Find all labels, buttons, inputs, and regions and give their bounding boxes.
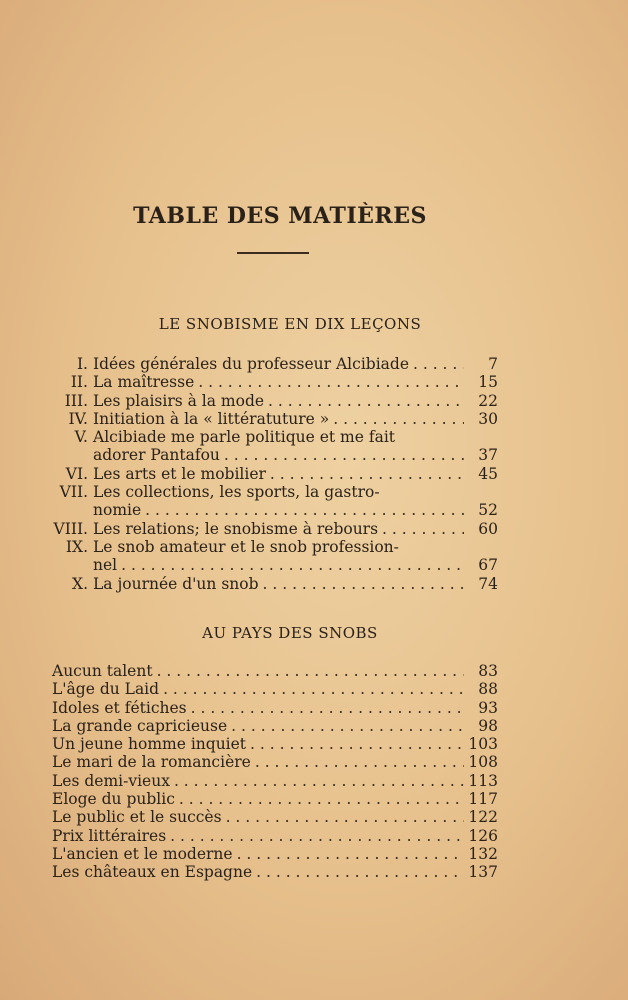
dot-leader xyxy=(250,735,464,753)
entry-text: Idées générales du professeur Alcibiade xyxy=(93,355,409,373)
toc-section-2 xyxy=(52,662,498,882)
dot-leader xyxy=(224,446,464,464)
entry-page: 117 xyxy=(468,790,498,809)
toc-section-1 xyxy=(48,355,498,593)
entry-page: 103 xyxy=(468,735,498,754)
entry-text: Prix littéraires xyxy=(52,826,167,845)
entry-number: X. xyxy=(72,574,88,593)
toc-entry xyxy=(48,575,498,593)
entry-text: Alcibiade me parle politique et me fait xyxy=(93,428,396,447)
dot-leader xyxy=(263,575,464,593)
entry-number: IX. xyxy=(65,537,88,556)
entry-text: L'ancien et le moderne xyxy=(52,844,233,863)
dot-leader xyxy=(268,392,464,410)
dot-leader xyxy=(333,410,464,428)
entry-text: Le public et le succès xyxy=(52,808,222,827)
toc-entry xyxy=(52,845,498,863)
entry-text: adorer Pantafou xyxy=(93,446,220,465)
entry-text: Aucun talent xyxy=(52,662,153,680)
entry-text: Initiation à la « littératuture » xyxy=(93,409,330,428)
toc-entry xyxy=(48,355,498,373)
toc-entry xyxy=(48,465,498,483)
dot-leader xyxy=(198,373,464,391)
entry-page: 137 xyxy=(468,863,498,882)
entry-page: 132 xyxy=(468,844,498,863)
toc-entry xyxy=(52,662,498,680)
page-title: TABLE DES MATIÈRES xyxy=(133,203,427,229)
toc-entry xyxy=(52,772,498,790)
dot-leader xyxy=(121,556,464,574)
entry-number: II. xyxy=(70,373,88,392)
entry-number: III. xyxy=(64,391,88,410)
entry-page: 67 xyxy=(478,556,498,575)
entry-page: 7 xyxy=(488,355,498,373)
entry-page: 15 xyxy=(478,373,498,392)
entry-text: La journée d'un snob xyxy=(93,574,259,593)
entry-text: Le mari de la romancière xyxy=(52,753,251,772)
toc-entry xyxy=(48,556,498,574)
entry-number: IV. xyxy=(68,409,88,428)
entry-page: 113 xyxy=(468,771,498,790)
dot-leader xyxy=(174,772,464,790)
toc-entry xyxy=(52,753,498,771)
toc-entry xyxy=(48,428,498,446)
entry-text: Les relations; le snobisme à rebours xyxy=(93,519,379,538)
entry-page: 52 xyxy=(478,501,498,520)
entry-text: nel xyxy=(93,556,118,575)
entry-number: VI. xyxy=(65,464,88,483)
entry-page: 122 xyxy=(468,808,498,827)
entry-text: Les plaisirs à la mode xyxy=(93,391,265,410)
section-heading-2: AU PAYS DES SNOBS xyxy=(202,624,378,642)
entry-page: 74 xyxy=(478,574,498,593)
entry-text: Eloge du public xyxy=(52,790,175,809)
toc-entry xyxy=(48,392,498,410)
toc-entry xyxy=(48,501,498,519)
dot-leader xyxy=(157,662,464,680)
entry-page: 83 xyxy=(478,662,498,680)
toc-entry xyxy=(52,735,498,753)
entry-page: 88 xyxy=(478,680,498,699)
title-rule xyxy=(237,252,309,254)
entry-page: 30 xyxy=(478,409,498,428)
toc-entry xyxy=(52,680,498,698)
entry-text: La maîtresse xyxy=(93,373,195,392)
entry-page: 22 xyxy=(478,391,498,410)
entry-text: Un jeune homme inquiet xyxy=(52,735,247,754)
section-heading-1: LE SNOBISME EN DIX LEÇONS xyxy=(158,315,422,333)
dot-leader xyxy=(256,863,464,881)
toc-entry xyxy=(48,538,498,556)
dot-leader xyxy=(179,790,464,808)
entry-text: L'âge du Laid xyxy=(52,680,160,699)
entry-text: Les collections, les sports, la gastro- xyxy=(93,483,380,502)
toc-entry xyxy=(52,790,498,808)
dot-leader xyxy=(145,501,464,519)
toc-entry xyxy=(52,717,498,735)
entry-number: V. xyxy=(74,428,88,447)
dot-leader xyxy=(255,753,464,771)
entry-text: Les châteaux en Espagne xyxy=(52,863,253,882)
toc-entry xyxy=(52,863,498,881)
entry-page: 108 xyxy=(468,753,498,772)
entry-text: Les demi-vieux xyxy=(52,771,170,790)
dot-leader xyxy=(226,808,464,826)
toc-entry xyxy=(48,410,498,428)
entry-number: I. xyxy=(76,355,88,373)
entry-page: 60 xyxy=(478,519,498,538)
entry-page: 93 xyxy=(478,698,498,717)
dot-leader xyxy=(413,355,464,373)
entry-text: La grande capricieuse xyxy=(52,716,228,735)
dot-leader xyxy=(237,845,464,863)
entry-number: VII. xyxy=(59,483,88,502)
entry-text: nomie xyxy=(93,501,142,520)
toc-entry xyxy=(52,699,498,717)
toc-entry xyxy=(52,808,498,826)
entry-text: Le snob amateur et le snob profession- xyxy=(93,537,399,556)
toc-entry xyxy=(52,827,498,845)
entry-page: 126 xyxy=(468,826,498,845)
toc-entry xyxy=(48,446,498,464)
dot-leader xyxy=(170,827,464,845)
toc-entry xyxy=(48,520,498,538)
dot-leader xyxy=(163,680,464,698)
entry-page: 37 xyxy=(478,446,498,465)
entry-text: Les arts et le mobilier xyxy=(93,464,266,483)
entry-number: VIII. xyxy=(53,519,88,538)
dot-leader xyxy=(191,699,464,717)
entry-page: 45 xyxy=(478,464,498,483)
dot-leader xyxy=(231,717,464,735)
toc-entry xyxy=(48,483,498,501)
dot-leader xyxy=(382,520,464,538)
dot-leader xyxy=(270,465,464,483)
entry-text: Idoles et fétiches xyxy=(52,698,187,717)
toc-entry xyxy=(48,373,498,391)
entry-page: 98 xyxy=(478,716,498,735)
